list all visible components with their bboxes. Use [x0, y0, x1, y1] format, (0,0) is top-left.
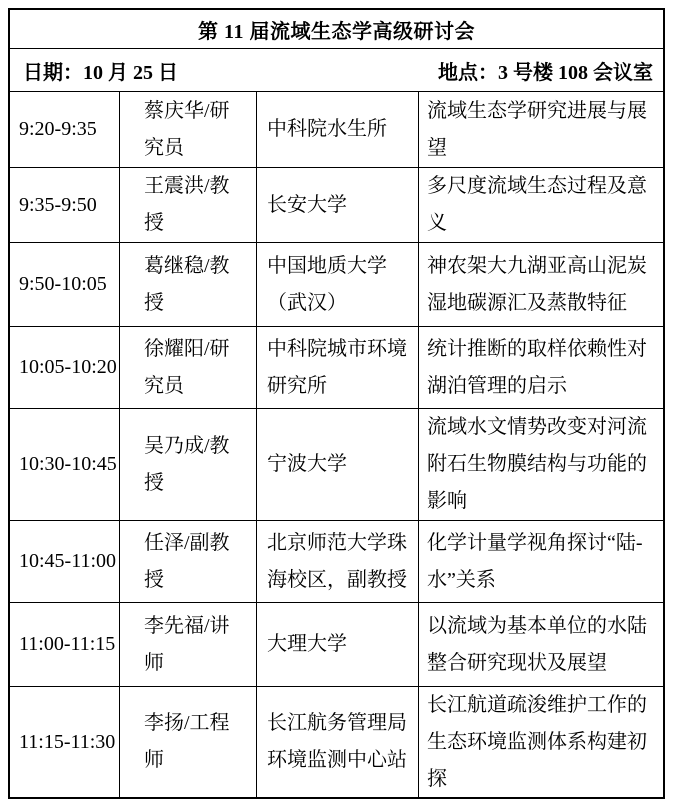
schedule-row — [10, 686, 663, 797]
speaker-cell: 蔡庆华/研究员 — [119, 92, 256, 167]
topic-cell: 统计推断的取样依赖性对湖泊管理的启示 — [418, 327, 663, 408]
date-label: 日期：10 月 25 日 — [23, 61, 178, 84]
topic-cell: 以流域为基本单位的水陆整合研究现状及展望 — [418, 603, 663, 686]
affiliation-cell: 北京师范大学珠海校区，副教授 — [256, 521, 418, 602]
time-cell: 10:30-10:45 — [19, 453, 117, 475]
conference-schedule-table — [8, 8, 665, 799]
page-title: 第 11 届流域生态学高级研讨会 — [198, 20, 475, 43]
location-label: 地点：3 号楼 108 会议室 — [438, 61, 653, 84]
schedule-row — [10, 326, 663, 408]
speaker-cell: 葛继稳/教授 — [119, 243, 256, 326]
schedule-row — [10, 167, 663, 242]
time-cell: 10:05-10:20 — [19, 356, 117, 378]
affiliation-cell: 大理大学 — [256, 603, 418, 686]
schedule-rows — [10, 91, 663, 797]
time-cell: 10:45-11:00 — [19, 550, 117, 572]
time-cell: 11:00-11:15 — [19, 633, 116, 655]
affiliation-cell: 长江航务管理局环境监测中心站 — [256, 687, 418, 797]
time-cell: 9:50-10:05 — [19, 273, 107, 295]
speaker-cell: 徐耀阳/研究员 — [119, 327, 256, 408]
affiliation-cell: 中科院水生所 — [256, 92, 418, 167]
schedule-row — [10, 408, 663, 520]
speaker-cell: 吴乃成/教授 — [119, 409, 256, 520]
time-cell: 11:15-11:30 — [19, 730, 116, 753]
topic-cell: 化学计量学视角探讨“陆-水”关系 — [418, 521, 663, 602]
topic-cell: 流域水文情势改变对河流附石生物膜结构与功能的影响 — [418, 409, 663, 520]
topic-cell: 长江航道疏浚维护工作的生态环境监测体系构建初探 — [418, 687, 663, 797]
speaker-cell: 李扬/工程师 — [119, 687, 256, 797]
speaker-cell: 王震洪/教授 — [119, 168, 256, 242]
affiliation-cell: 中国地质大学（武汉） — [256, 243, 418, 326]
schedule-row — [10, 602, 663, 686]
topic-cell: 流域生态学研究进展与展望 — [418, 92, 663, 167]
affiliation-cell: 长安大学 — [256, 168, 418, 242]
topic-cell: 神农架大九湖亚高山泥炭湿地碳源汇及蒸散特征 — [418, 243, 663, 326]
speaker-cell: 任泽/副教授 — [119, 521, 256, 602]
speaker-cell: 李先福/讲师 — [119, 603, 256, 686]
schedule-row — [10, 242, 663, 326]
schedule-row — [10, 520, 663, 602]
topic-cell: 多尺度流域生态过程及意义 — [418, 168, 663, 242]
time-cell: 9:20-9:35 — [19, 118, 97, 140]
affiliation-cell: 中科院城市环境研究所 — [256, 327, 418, 408]
meta-row — [10, 48, 663, 91]
schedule-row — [10, 91, 663, 167]
affiliation-cell: 宁波大学 — [256, 409, 418, 520]
time-cell: 9:35-9:50 — [19, 193, 97, 216]
